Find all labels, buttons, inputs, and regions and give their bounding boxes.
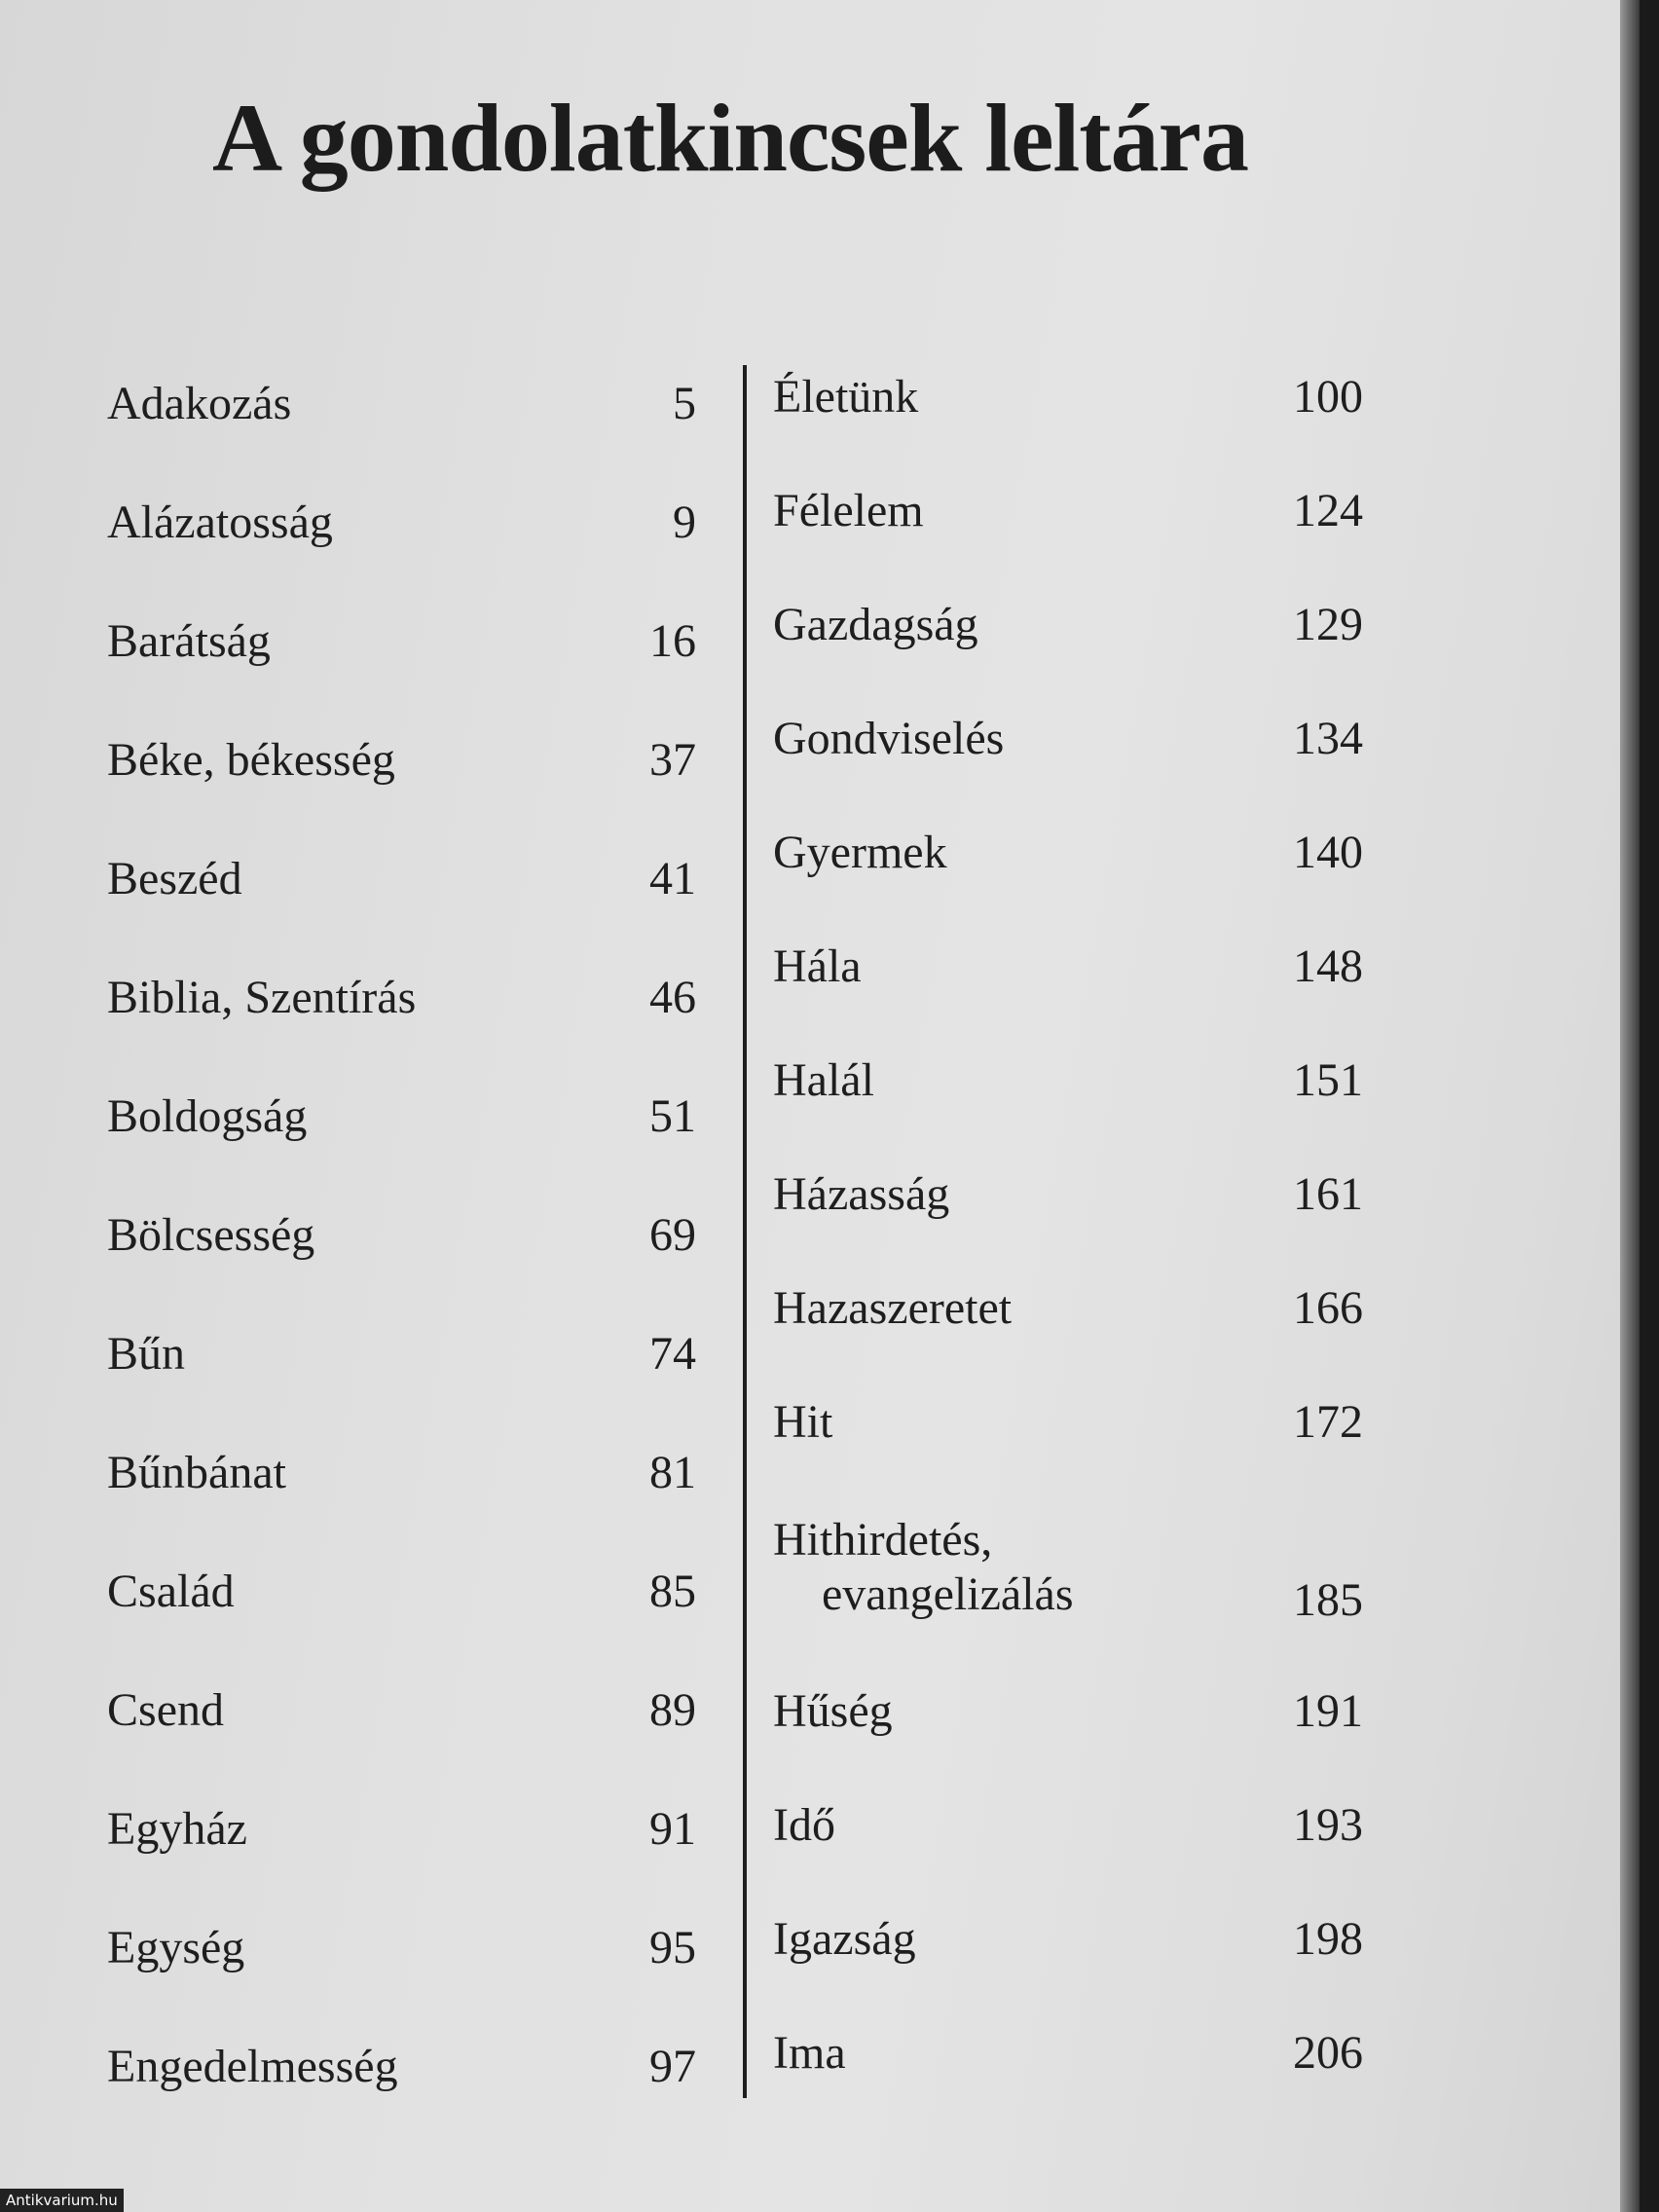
index-page-number: 129 [1293,599,1363,650]
index-entry [107,1921,696,1975]
index-term-line1: Hithirdetés, [773,1514,993,1566]
index-page-number: 140 [1293,827,1363,878]
index-entry [107,496,696,550]
index-page-number: 166 [1293,1282,1363,1334]
index-term: Bűn [107,1328,186,1380]
watermark-label: Antikvarium.hu [0,2189,124,2212]
index-term: Házasság [773,1168,950,1220]
index-page-number: 124 [1293,485,1363,536]
index-entry [107,1208,696,1263]
index-entry [773,370,1363,424]
index-page-number: 97 [649,2041,696,2092]
index-term: Család [107,1566,235,1617]
index-page-number: 5 [673,378,696,429]
index-entry [107,852,696,906]
index-term: Gazdagság [773,599,978,650]
index-page-number: 41 [649,853,696,904]
index-term: Hála [773,940,862,992]
index-term: Csend [107,1684,224,1736]
index-page-number: 161 [1293,1168,1363,1220]
index-term: Alázatosság [107,497,333,548]
index-term: Gondviselés [773,713,1005,764]
index-page-number: 172 [1293,1396,1363,1448]
index-term: Idő [773,1799,835,1851]
index-page-number: 16 [649,615,696,667]
index-term: Barátság [107,615,271,667]
index-page-number: 69 [649,1209,696,1261]
index-entry [773,2026,1363,2081]
index-page-number: 74 [649,1328,696,1380]
index-page-number: 198 [1293,1913,1363,1965]
index-term: Beszéd [107,853,242,904]
index-entry [773,598,1363,652]
index-entry [107,1802,696,1857]
index-term: Boldogság [107,1090,308,1142]
index-term: Hűség [773,1685,893,1737]
index-entry [773,712,1363,766]
index-entry [107,1089,696,1144]
index-page-number: 9 [673,497,696,548]
index-term: Biblia, Szentírás [107,972,417,1023]
index-entry [773,1281,1363,1336]
index-term: Gyermek [773,827,947,878]
index-entry [107,1565,696,1619]
index-entry [773,1798,1363,1853]
index-entry [107,377,696,431]
index-entry [773,826,1363,880]
index-entry [107,2040,696,2094]
index-term: Hit [773,1396,833,1448]
index-entry [107,1683,696,1738]
index-term: Félelem [773,485,924,536]
index-page-number: 193 [1293,1799,1363,1851]
index-page-number: 206 [1293,2027,1363,2079]
index-term: Igazság [773,1913,916,1965]
index-term: Életünk [773,371,919,423]
index-term: Engedelmesség [107,2041,398,2092]
index-entry [773,1395,1363,1450]
index-page-number: 95 [649,1922,696,1973]
page-title: A gondolatkincsek leltára [212,84,1248,192]
index-term: Bölcsesség [107,1209,315,1261]
index-term: Egyház [107,1803,247,1855]
index-page-number: 191 [1293,1685,1363,1737]
index-term: Halál [773,1054,874,1106]
index-page-number: 51 [649,1090,696,1142]
index-term: Hazaszeretet [773,1282,1013,1334]
index-entry [107,614,696,669]
index-page-number: 134 [1293,713,1363,764]
index-entry [773,1513,1363,1628]
index-term: Egység [107,1922,245,1973]
index-entry [773,1053,1363,1108]
index-entry [107,733,696,788]
page-edge-shadow [1620,0,1640,2212]
index-term: Ima [773,2027,846,2079]
index-page-number: 37 [649,734,696,786]
column-divider [743,365,747,2098]
index-entry [773,484,1363,538]
index-term: Béke, békesség [107,734,395,786]
index-entry [107,1446,696,1500]
index-term: Bűnbánat [107,1447,286,1498]
index-entry [107,1327,696,1382]
index-term: Adakozás [107,378,292,429]
index-term [773,1513,1074,1622]
index-page-number: 46 [649,972,696,1023]
index-term-line2: evangelizálás [822,1568,1074,1620]
index-page-number: 185 [1293,1574,1363,1626]
index-entry [773,1684,1363,1739]
index-entry [773,940,1363,994]
index-entry [773,1912,1363,1967]
index-page-number: 151 [1293,1054,1363,1106]
index-page-number: 81 [649,1447,696,1498]
index-entry [107,971,696,1025]
index-page-number: 85 [649,1566,696,1617]
index-page-number: 91 [649,1803,696,1855]
index-page-number: 89 [649,1684,696,1736]
index-page-number: 148 [1293,940,1363,992]
index-entry [773,1167,1363,1222]
index-page-number: 100 [1293,371,1363,423]
